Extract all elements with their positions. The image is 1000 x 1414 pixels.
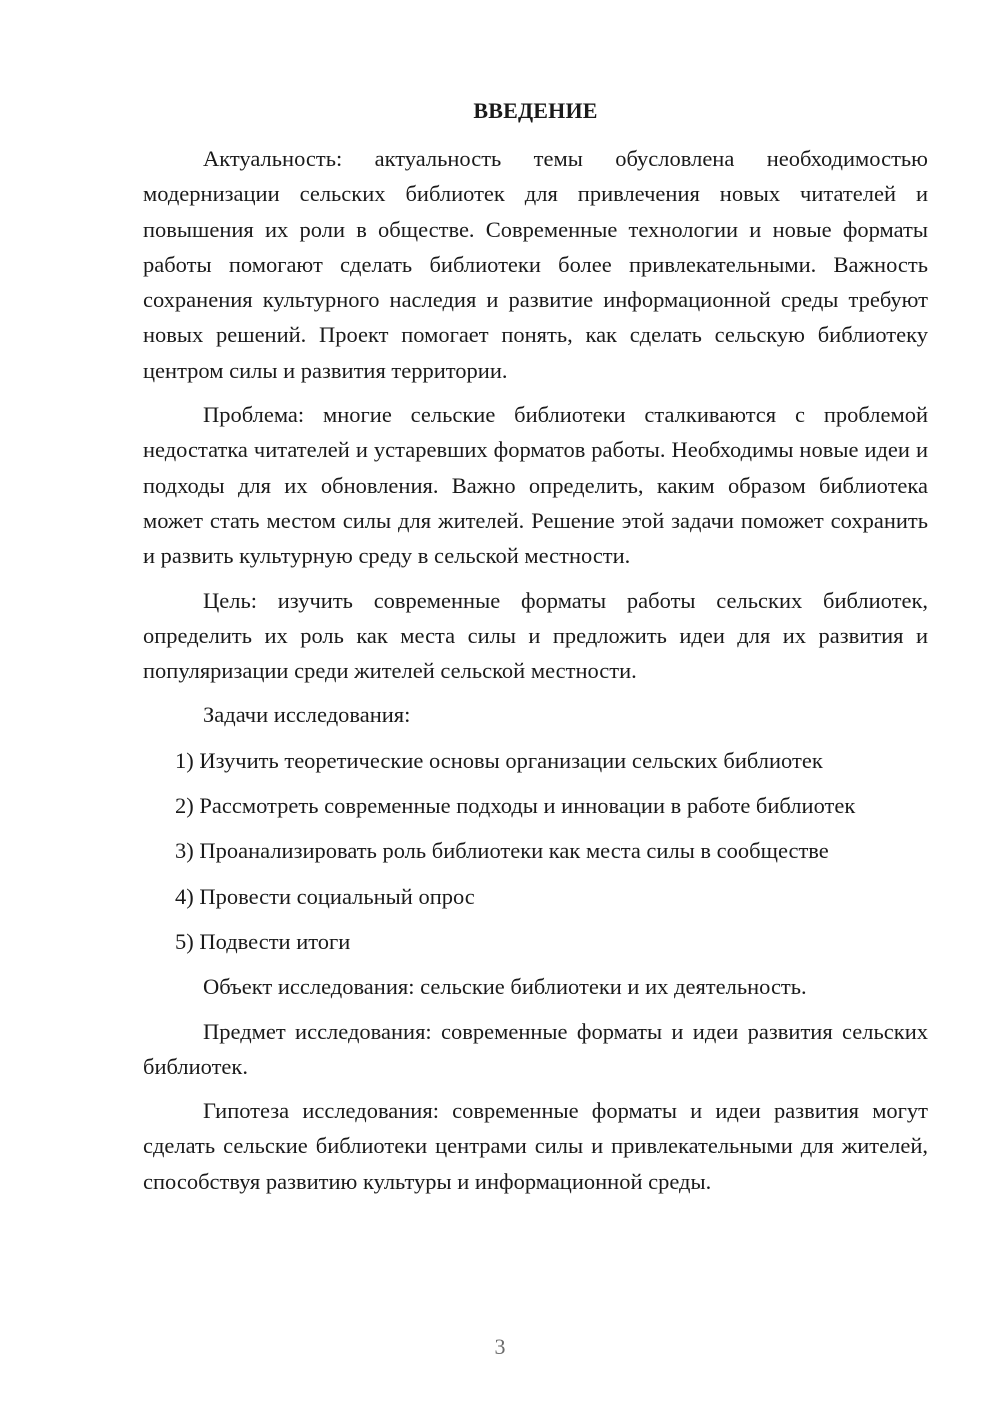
task-item: 5) Подвести итоги bbox=[175, 928, 351, 954]
page-number: 3 bbox=[494, 1334, 506, 1359]
object-paragraph: Объект исследования: сельские библиотеки и их деятельность. bbox=[203, 974, 807, 1000]
document-body bbox=[143, 141, 928, 1208]
tasks-list bbox=[143, 743, 928, 959]
tasks-title: Задачи исследования: bbox=[203, 702, 411, 728]
goal-paragraph: Цель: изучить современные форматы работы сельских библиотек, определить их роль как места силы и предложить идеи для их развития и популяризации среди жителей сельской местности. bbox=[143, 587, 928, 684]
hypothesis-paragraph: Гипотеза исследования: современные форматы и идеи развития могут сделать сельские библиотеки центрами силы и привлекательными для жителей, способствуя развитию культуры и информационной среды. bbox=[143, 1098, 928, 1194]
relevance-paragraph: Актуальность: актуальность темы обусловлена необходимостью модернизации сельских библиотек для привлечения новых читателей и повышения их роли в обществе. Современные технологии и новые форматы работы помогают сделать библиотеки более привлекательными. Важность сохранения культурного наследия и развитие информационной среды требуют новых решений. Проект помогает понять, как сделать сельскую библиотеку центром силы и развития территории. bbox=[143, 146, 928, 383]
task-item: 4) Провести социальный опрос bbox=[175, 883, 475, 909]
section-heading: ВВЕДЕНИЕ bbox=[473, 98, 598, 123]
task-item: 1) Изучить теоретические основы организации сельских библиотек bbox=[175, 747, 823, 773]
task-item: 2) Рассмотреть современные подходы и инновации в работе библиотек bbox=[175, 793, 856, 819]
problem-paragraph: Проблема: многие сельские библиотеки сталкиваются с проблемой недостатка читателей и устаревших форматов работы. Необходимы новые идеи и подходы для их обновления. Важно определить, каким образом библиотека может стать местом силы для жителей. Решение этой задачи поможет сохранить и развить культурную среду в сельской местности. bbox=[143, 402, 928, 569]
task-item: 3) Проанализировать роль библиотеки как места силы в сообществе bbox=[175, 838, 829, 864]
subject-paragraph: Предмет исследования: современные форматы и идеи развития сельских библиотек. bbox=[143, 1018, 928, 1079]
